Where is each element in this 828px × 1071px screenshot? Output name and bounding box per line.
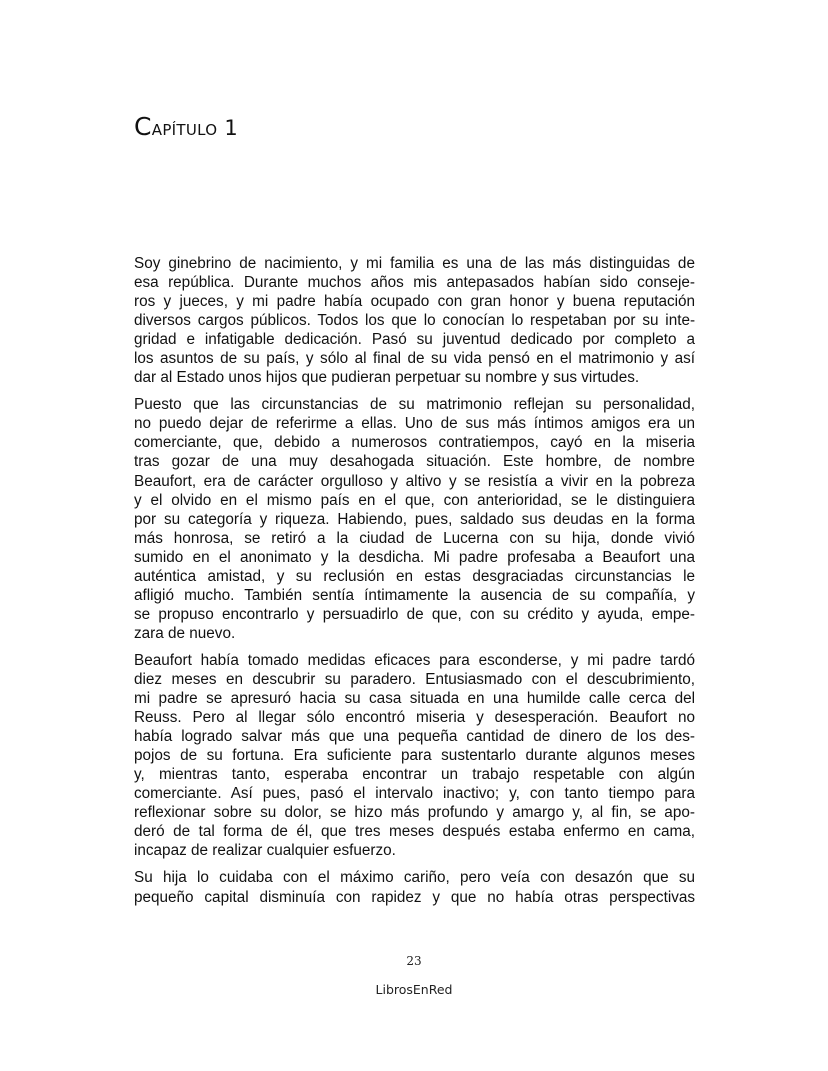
paragraph-1 xyxy=(134,254,695,387)
text-line: había logrado salvar más que una pequeña cantidad de dinero de los des- xyxy=(134,728,695,746)
page-number: 23 xyxy=(406,954,422,968)
text-line: Beaufort había tomado medidas eficaces para esconderse, y mi padre tardó xyxy=(134,651,695,669)
text-line: sumido en el anonimato y la desdicha. Mi padre profesaba a Beaufort una xyxy=(134,548,695,566)
text-line: mi padre se apresuró hacia su casa situada en una humilde calle cerca del xyxy=(134,690,696,708)
text-line: auténtica amistad, y su reclusión en estas desgraciadas circunstancias le xyxy=(134,567,695,585)
text-line: dar al Estado unos hijos que pudieran perpetuar su nombre y sus virtudes. xyxy=(134,369,640,387)
text-line: y el olvido en el mismo país en el que, con anterioridad, se le distinguiera xyxy=(134,491,695,509)
text-line: reflexionar sobre su dolor, se hizo más profundo y amargo y, al fin, se apo- xyxy=(134,804,695,822)
text-line: diversos cargos públicos. Todos los que lo conocían lo respetaban por su inte- xyxy=(134,312,696,330)
text-line: Beaufort, era de carácter orgulloso y altivo y se resistía a vivir en la pobreza xyxy=(134,472,696,490)
text-line: Reuss. Pero al llegar sólo encontró miseria y desesperación. Beaufort no xyxy=(134,709,695,727)
text-line: no puedo dejar de referirme a ellas. Uno de sus más íntimos amigos era un xyxy=(134,415,695,433)
text-line: los asuntos de su país, y sólo al final de su vida pensó en el matrimonio y así xyxy=(134,350,696,368)
text-line: pequeño capital disminuía con rapidez y que no había otras perspectivas xyxy=(134,888,696,906)
text-line: zara de nuevo. xyxy=(134,624,236,642)
text-line: comerciante. Así pues, pasó el intervalo inactivo; y, con tanto tiempo para xyxy=(134,785,696,803)
text-line: diez meses en descubrir su paradero. Entusiasmado con el descubrimiento, xyxy=(134,670,696,688)
text-line: deró de tal forma de él, que tres meses después estaba enfermo en cama, xyxy=(134,823,696,841)
chapter-title xyxy=(134,112,238,141)
text-line: esa república. Durante muchos años mis antepasados habían sido conseje- xyxy=(134,274,695,292)
text-line: y, mientras tanto, esperaba encontrar un trabajo respetable con algún xyxy=(134,766,696,784)
chapter-title-initial: C xyxy=(134,112,152,141)
paragraph-2 xyxy=(134,395,695,643)
text-line: pojos de su fortuna. Era suficiente para sustentarlo durante algunos meses xyxy=(134,747,696,765)
text-line: ros y jueces, y mi padre había ocupado con gran honor y buena reputación xyxy=(134,293,696,311)
paragraph-4 xyxy=(134,868,695,906)
chapter-title-rest: apítulo 1 xyxy=(151,116,239,140)
text-line: gridad e infatigable dedicación. Pasó su juventud dedicado por completo a xyxy=(134,331,695,349)
publisher-footer: LibrosEnRed xyxy=(375,982,453,997)
chapter-body xyxy=(134,254,695,915)
text-line: incapaz de realizar cualquier esfuerzo. xyxy=(134,842,396,860)
text-line: Soy ginebrino de nacimiento, y mi familia es una de las más distinguidas de xyxy=(134,255,695,272)
text-line: tras gozar de una muy desahogada situación. Este hombre, de nombre xyxy=(134,453,695,471)
text-line: más honrosa, se retiró a la ciudad de Lucerna con su hija, donde vivió xyxy=(134,529,695,547)
text-line: por su categoría y riqueza. Habiendo, pues, saldado sus deudas en la forma xyxy=(134,510,695,528)
text-line: Puesto que las circunstancias de su matrimonio reflejan su personalidad, xyxy=(134,396,696,414)
text-line: Su hija lo cuidaba con el máximo cariño, pero veía con desazón que su xyxy=(134,869,695,887)
paragraph-3 xyxy=(134,651,695,861)
text-line: comerciante, que, debido a numerosos contratiempos, cayó en la miseria xyxy=(134,434,695,452)
text-line: afligió mucho. También sentía íntimamente la ausencia de su compañía, y xyxy=(134,586,695,604)
text-line: se propuso encontrarlo y persuadirlo de que, con su crédito y ayuda, empe- xyxy=(134,605,695,623)
